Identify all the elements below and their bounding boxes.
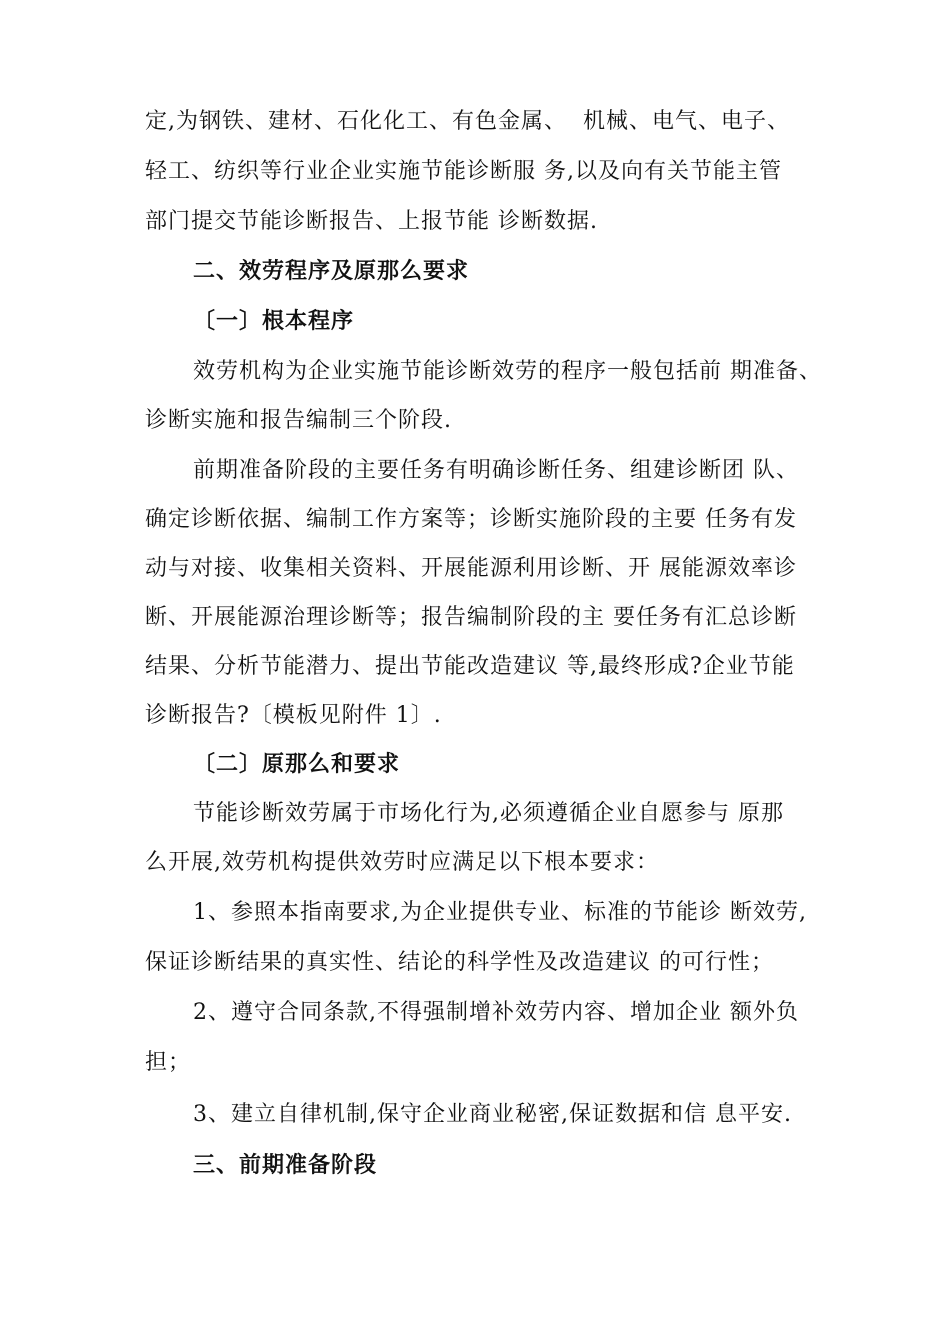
text-line: 动与对接、收集相关资料、开展能源利用诊断、开 展能源效率诊: [145, 556, 797, 581]
text-line: 前期准备阶段的主要任务有明确诊断任务、组建诊断团 队、: [193, 458, 799, 483]
subsection-heading-1: 〔一〕根本程序: [193, 309, 355, 334]
text-line: 效劳机构为企业实施节能诊断效劳的程序一般包括前 期准备、: [193, 359, 822, 384]
text-line: 2、遵守合同条款,不得强制增补效劳内容、增加企业 额外负: [193, 1000, 799, 1025]
section-heading-3: 三、前期准备阶段: [193, 1153, 378, 1178]
subsection-heading-2: 〔二〕原那么和要求: [193, 752, 401, 777]
text-line: 诊断实施和报告编制三个阶段.: [145, 408, 452, 433]
text-line: 定,为钢铁、建材、石化化工、有色金属、 机械、电气、电子、: [145, 109, 790, 134]
text-line: 断、开展能源治理诊断等；报告编制阶段的主 要任务有汇总诊断: [145, 605, 797, 630]
text-line: 担；: [145, 1050, 192, 1075]
text-line: 确定诊断依据、编制工作方案等；诊断实施阶段的主要 任务有发: [145, 507, 797, 532]
text-line: 保证诊断结果的真实性、结论的科学性及改造建议 的可行性；: [145, 950, 774, 975]
text-line: 1、参照本指南要求,为企业提供专业、标准的节能诊 断效劳,: [193, 900, 807, 925]
text-line: 结果、分析节能潜力、提出节能改造建议 等,最终形成?企业节能: [145, 654, 795, 679]
section-heading-2: 二、效劳程序及原那么要求: [193, 259, 470, 284]
text-line: 轻工、纺织等行业企业实施节能诊断服 务,以及向有关节能主管: [145, 159, 782, 184]
text-line: 节能诊断效劳属于市场化行为,必须遵循企业自愿参与 原那: [193, 801, 784, 826]
text-line: 部门提交节能诊断报告、上报节能 诊断数据.: [145, 209, 598, 234]
text-line: 诊断报告?〔模板见附件 1〕.: [145, 703, 442, 728]
text-line: 么开展,效劳机构提供效劳时应满足以下根本要求：: [145, 850, 659, 875]
text-line: 3、建立自律机制,保守企业商业秘密,保证数据和信 息平安.: [193, 1102, 792, 1127]
